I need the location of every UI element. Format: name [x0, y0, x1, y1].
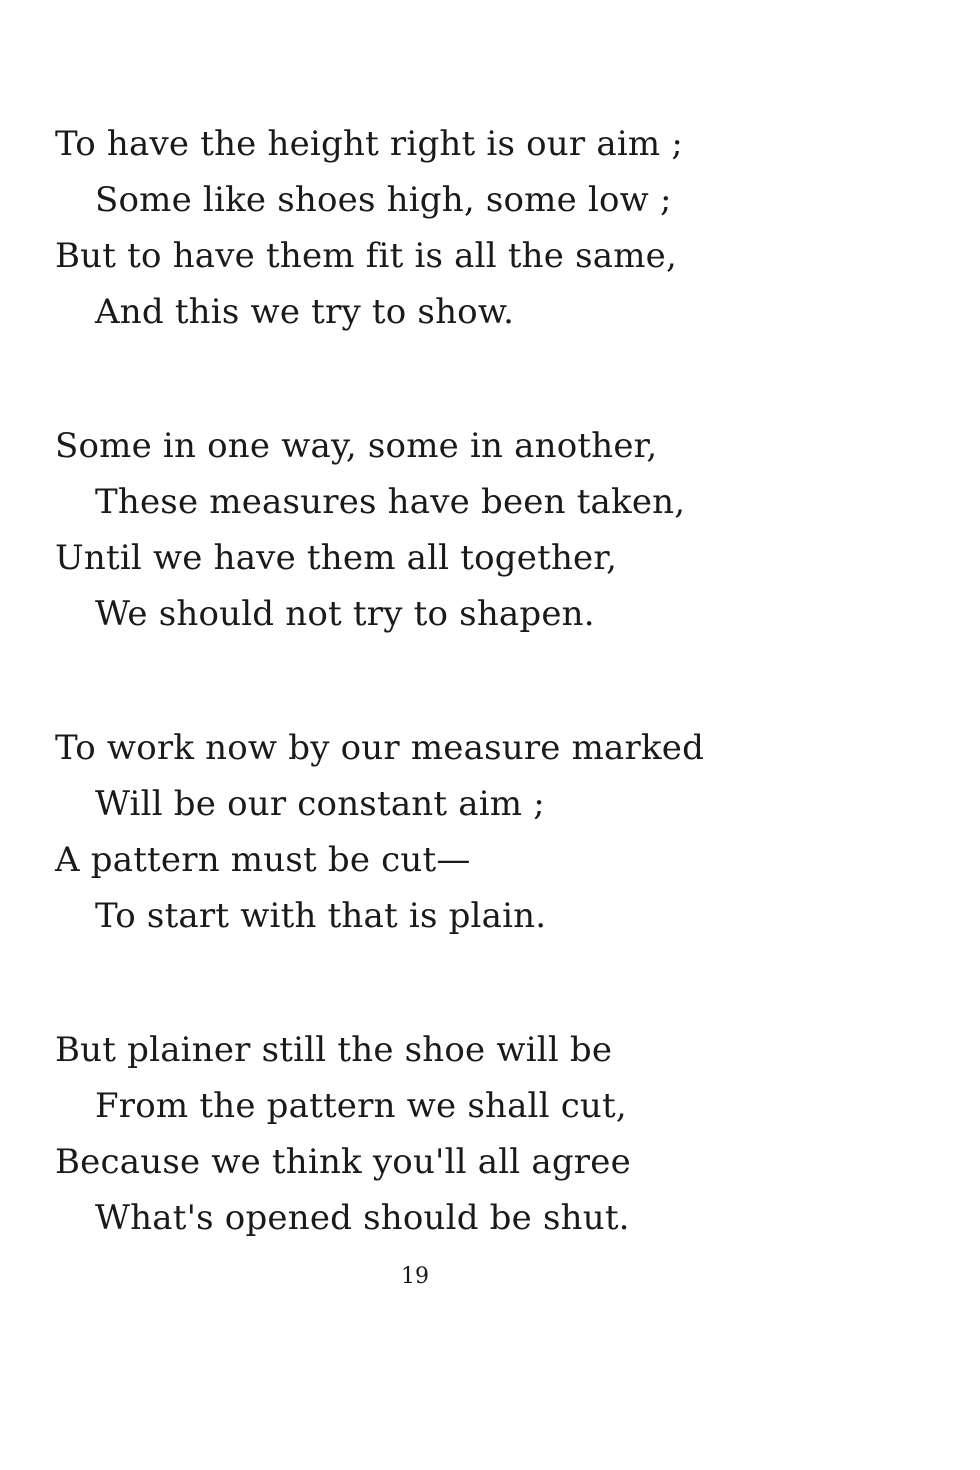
poem-line: And this we try to show.	[95, 292, 515, 332]
poem-line: Some in one way, some in another,	[55, 426, 658, 466]
stanza-4	[55, 1022, 775, 1246]
poem-line: To start with that is plain.	[95, 896, 547, 936]
poem-line: To have the height right is our aim ;	[55, 124, 683, 164]
poem-line: We should not try to shapen.	[95, 594, 595, 634]
page-number: 19	[401, 1264, 429, 1289]
poem-line: Will be our constant aim ;	[95, 784, 545, 824]
poem-line: Until we have them all together,	[55, 538, 618, 578]
stanza-3	[55, 720, 775, 944]
poem-line: These measures have been taken,	[95, 482, 686, 522]
poem-line: Because we think you'll all agree	[55, 1142, 631, 1182]
poem-line: Some like shoes high, some low ;	[95, 180, 672, 220]
poem-line: But plainer still the shoe will be	[55, 1030, 613, 1070]
poem-line: What's opened should be shut.	[95, 1198, 630, 1238]
stanza-2	[55, 418, 775, 642]
poem-line: From the pattern we shall cut,	[95, 1086, 627, 1126]
poem-line: But to have them fit is all the same,	[55, 236, 677, 276]
poem-line: A pattern must be cut—	[55, 840, 471, 880]
poem-line: To work now by our measure marked	[55, 728, 705, 768]
stanza-1	[55, 116, 775, 340]
